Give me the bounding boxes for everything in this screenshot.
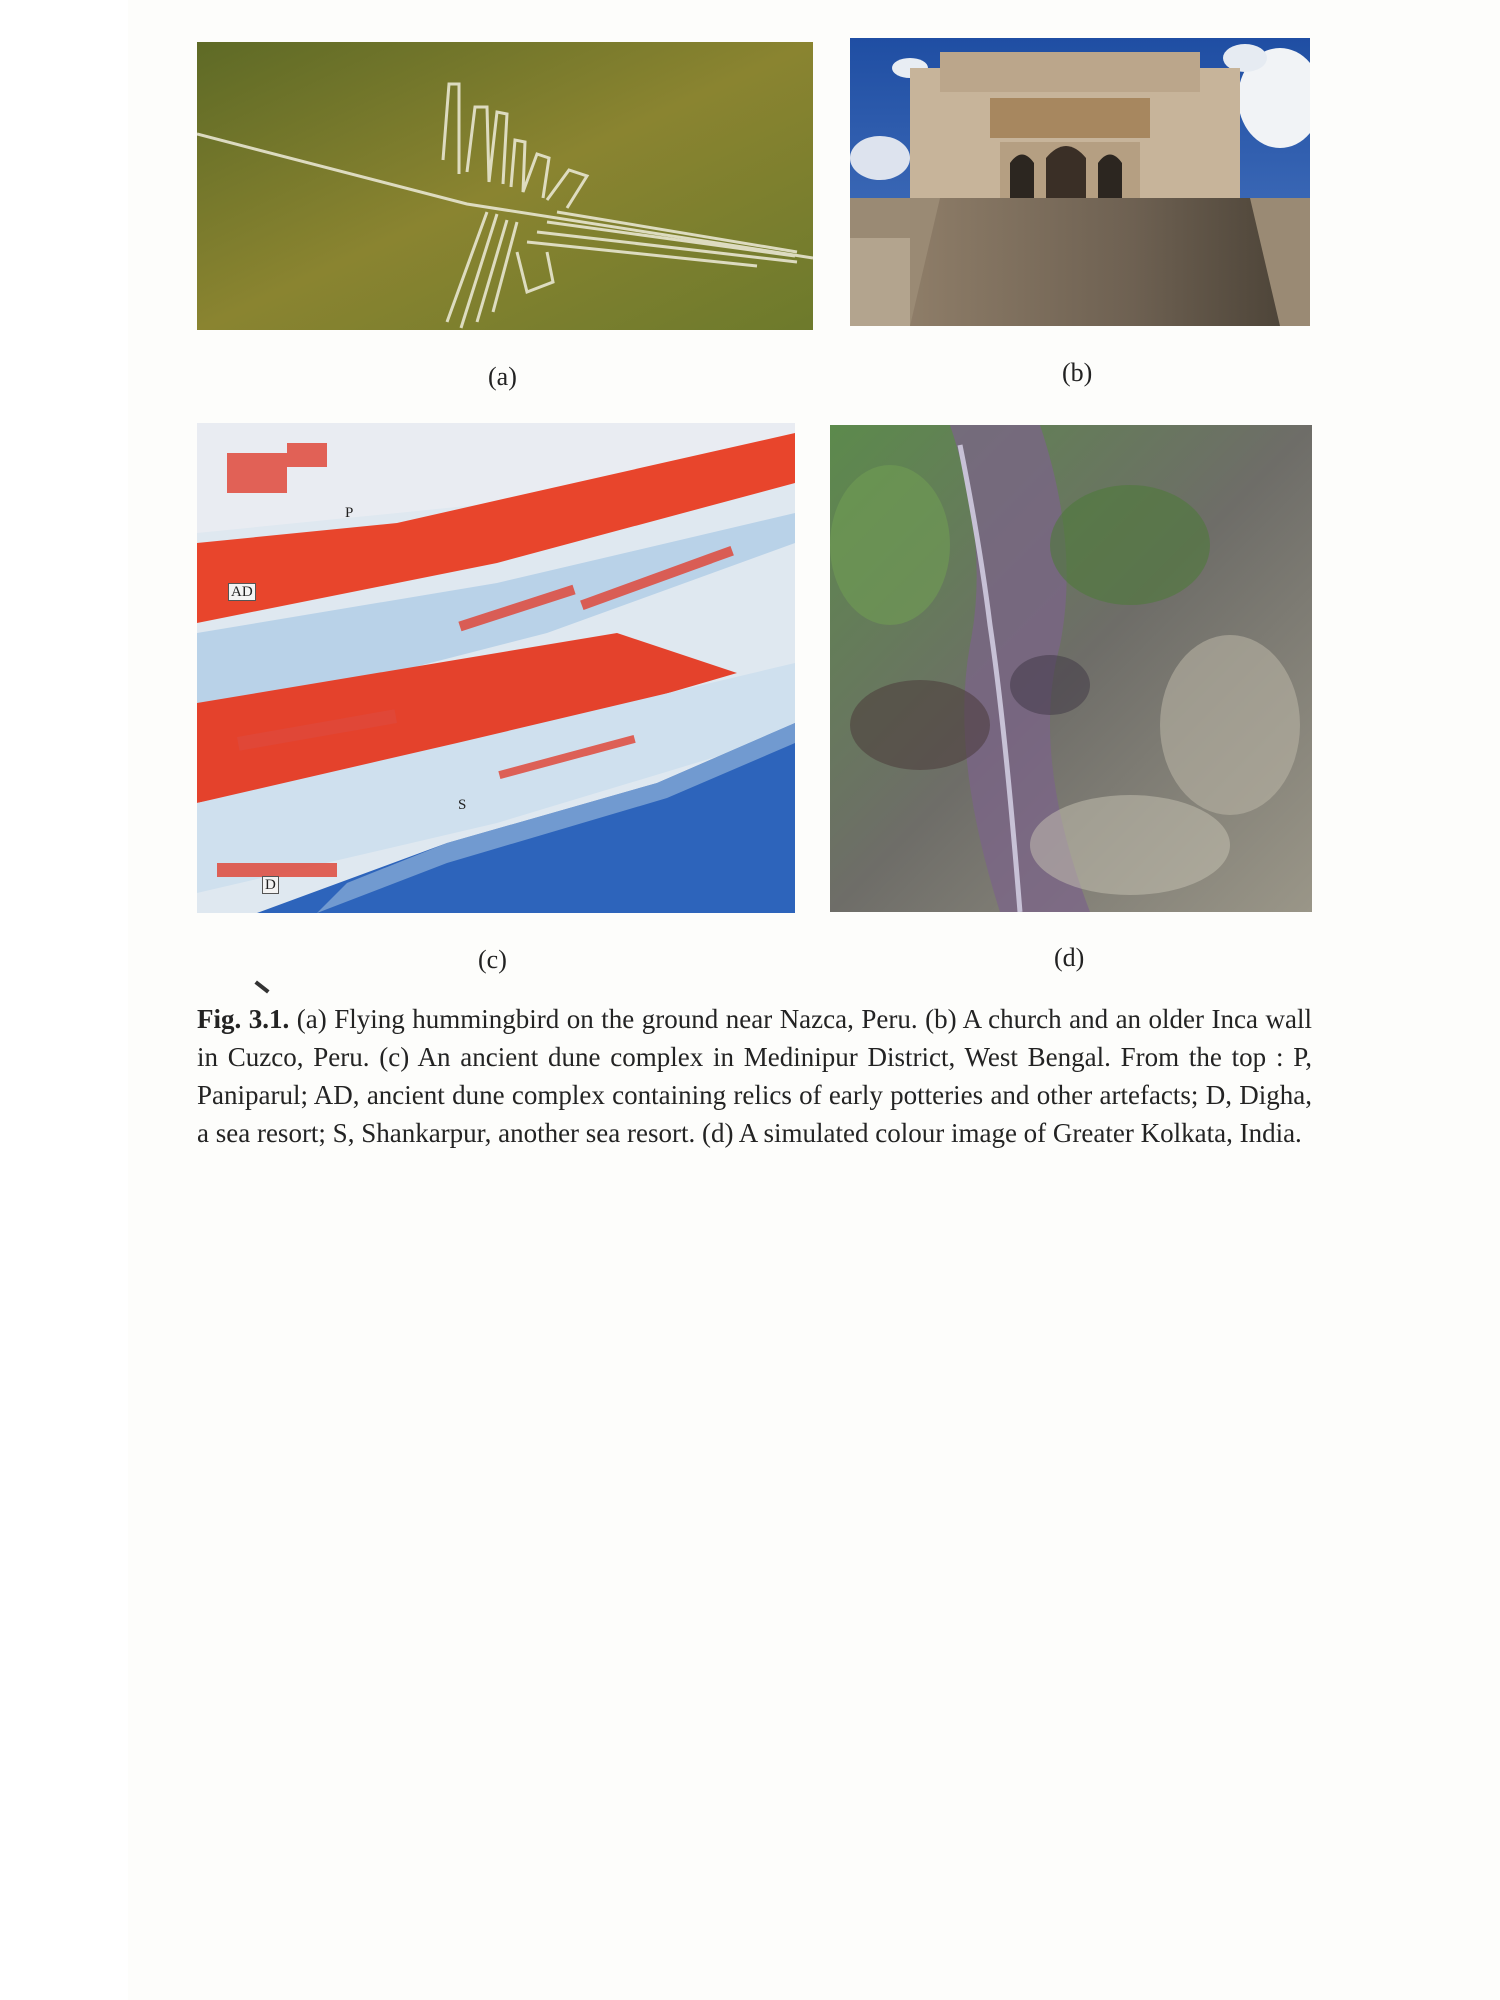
photo-cuzco-church [850,38,1310,326]
figure-number: Fig. 3.1. [197,1004,290,1034]
panel-label-b: (b) [1062,358,1093,387]
map-label-d: D [262,876,279,894]
page-left-margin [0,0,128,2000]
map-label-p: P [345,505,354,521]
panel-label-c: (c) [478,945,507,974]
caption-text: (a) Flying hummingbird on the ground near Nazca, Peru. (b) A church and an older Inca wall in Cuzco, Peru. (c) An ancient dune complex in Medinipur District, West Bengal. From the top : P, Paniparul; AD, ancient dune complex containing relics of early potteries and other artefacts; D, Digha, a sea resort; S, Shankarpur, another sea resort. (d) A simulated colour image of Greater Kolkata, India. [197,1004,1312,1148]
photo-dune-complex-medinipur [197,423,795,913]
map-label-s: S [458,797,467,813]
panel-label-a: (a) [488,362,517,391]
map-label-ad: AD [228,583,256,601]
photo-greater-kolkata-satellite [830,425,1312,912]
photo-nazca-hummingbird [197,42,813,330]
panel-label-d: (d) [1054,943,1085,972]
figure-caption [197,1000,1312,1152]
